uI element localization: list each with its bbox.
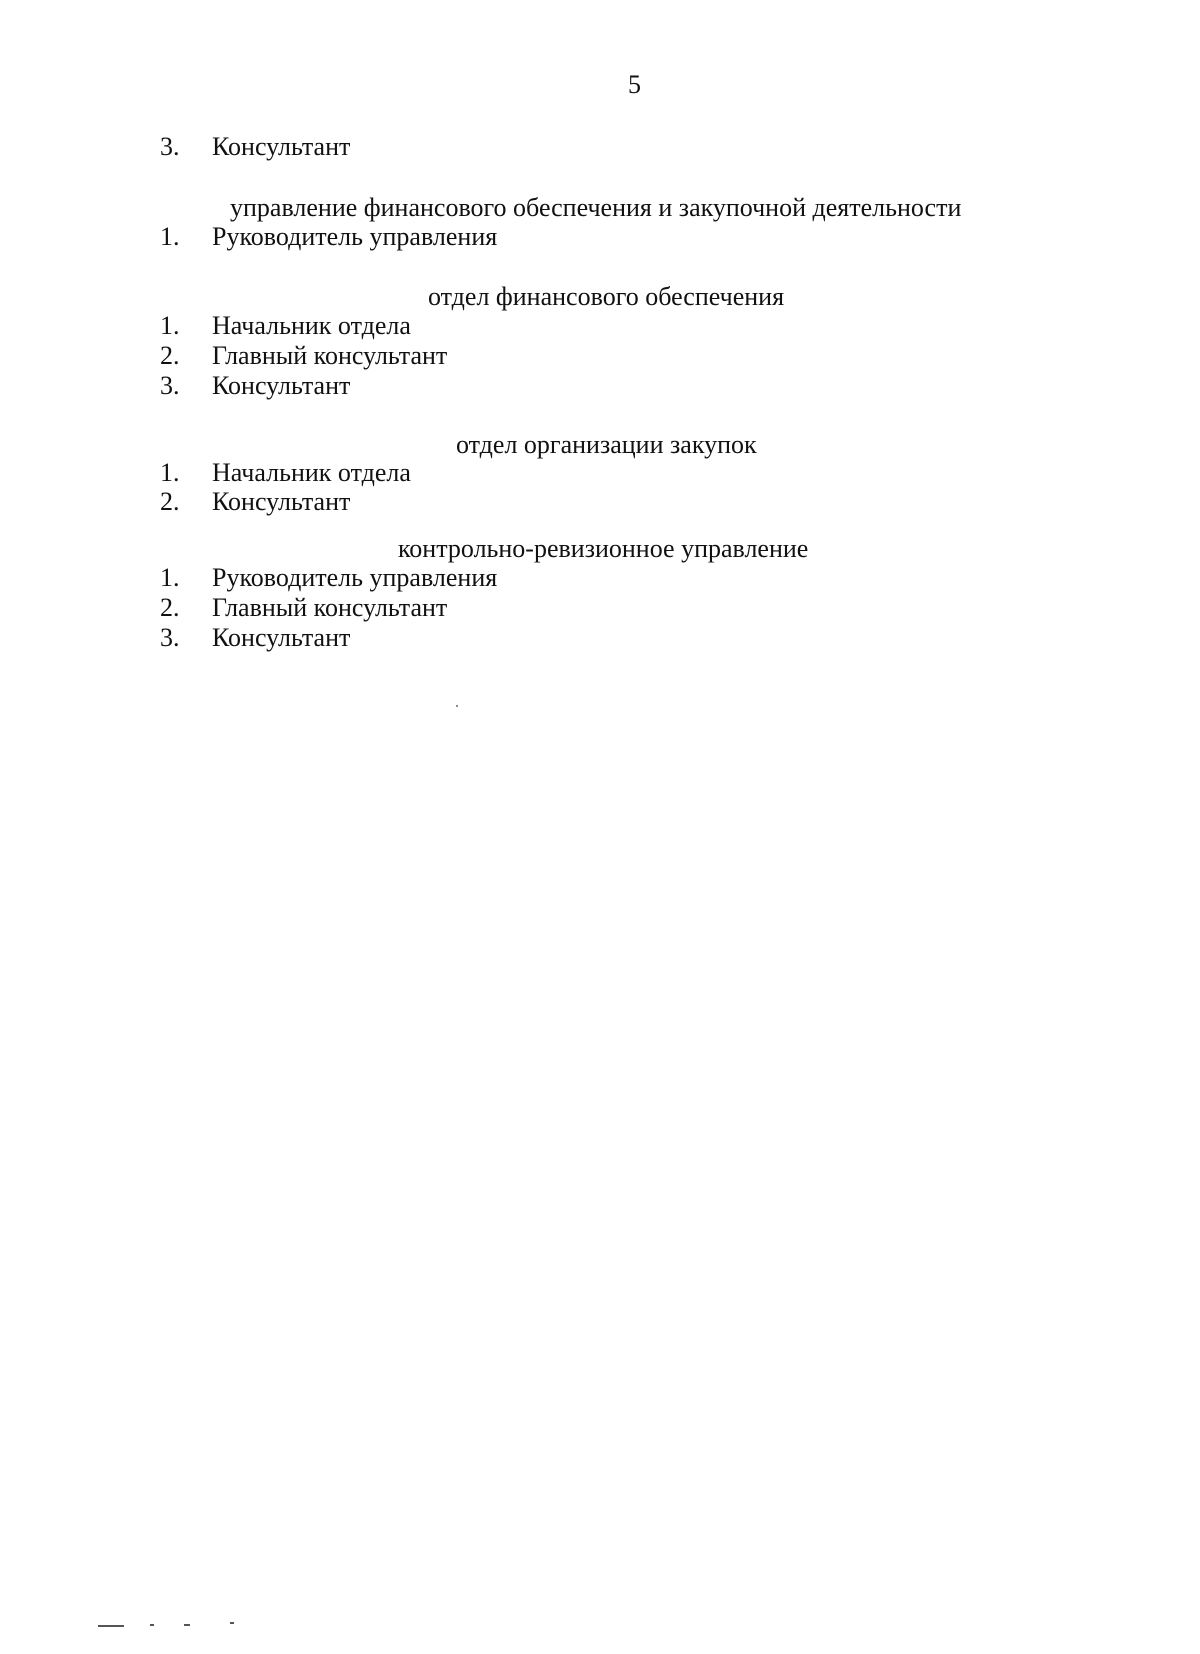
section-heading-financial-support-division: отдел финансового обеспечения (428, 282, 785, 311)
list-item-number: 3. (160, 623, 180, 652)
scan-mark (230, 1622, 234, 1624)
section-heading-audit-control-department: контрольно-ревизионное управление (398, 534, 809, 563)
list-item-number: 1. (160, 311, 180, 340)
list-item-label: Консультант (212, 487, 351, 516)
list-item-label: Начальник отдела (212, 311, 411, 340)
scan-mark (98, 1625, 124, 1627)
list-item-label: Руководитель управления (212, 563, 498, 592)
list-item-number: 3. (160, 132, 180, 161)
page-number: 5 (628, 70, 641, 99)
list-item-number: 1. (160, 222, 180, 251)
list-item-label: Начальник отдела (212, 458, 411, 487)
list-item-label: Консультант (212, 132, 351, 161)
list-item-number: 2. (160, 487, 180, 516)
list-item-number: 3. (160, 371, 180, 400)
list-item-label: Главный консультант (212, 593, 448, 622)
section-heading-procurement-organization-division: отдел организации закупок (456, 430, 757, 459)
list-item-number: 1. (160, 563, 180, 592)
list-item-number: 2. (160, 593, 180, 622)
scan-mark (150, 1624, 154, 1626)
list-item-number: 2. (160, 341, 180, 370)
scan-mark (184, 1624, 190, 1626)
list-item-label: Консультант (212, 371, 351, 400)
section-heading-financial-procurement-department: управление финансового обеспечения и закупочной деятельности (230, 193, 962, 222)
scan-dot (456, 705, 458, 707)
list-item-label: Главный консультант (212, 341, 448, 370)
list-item-label: Консультант (212, 623, 351, 652)
list-item-number: 1. (160, 458, 180, 487)
list-item-label: Руководитель управления (212, 222, 498, 251)
